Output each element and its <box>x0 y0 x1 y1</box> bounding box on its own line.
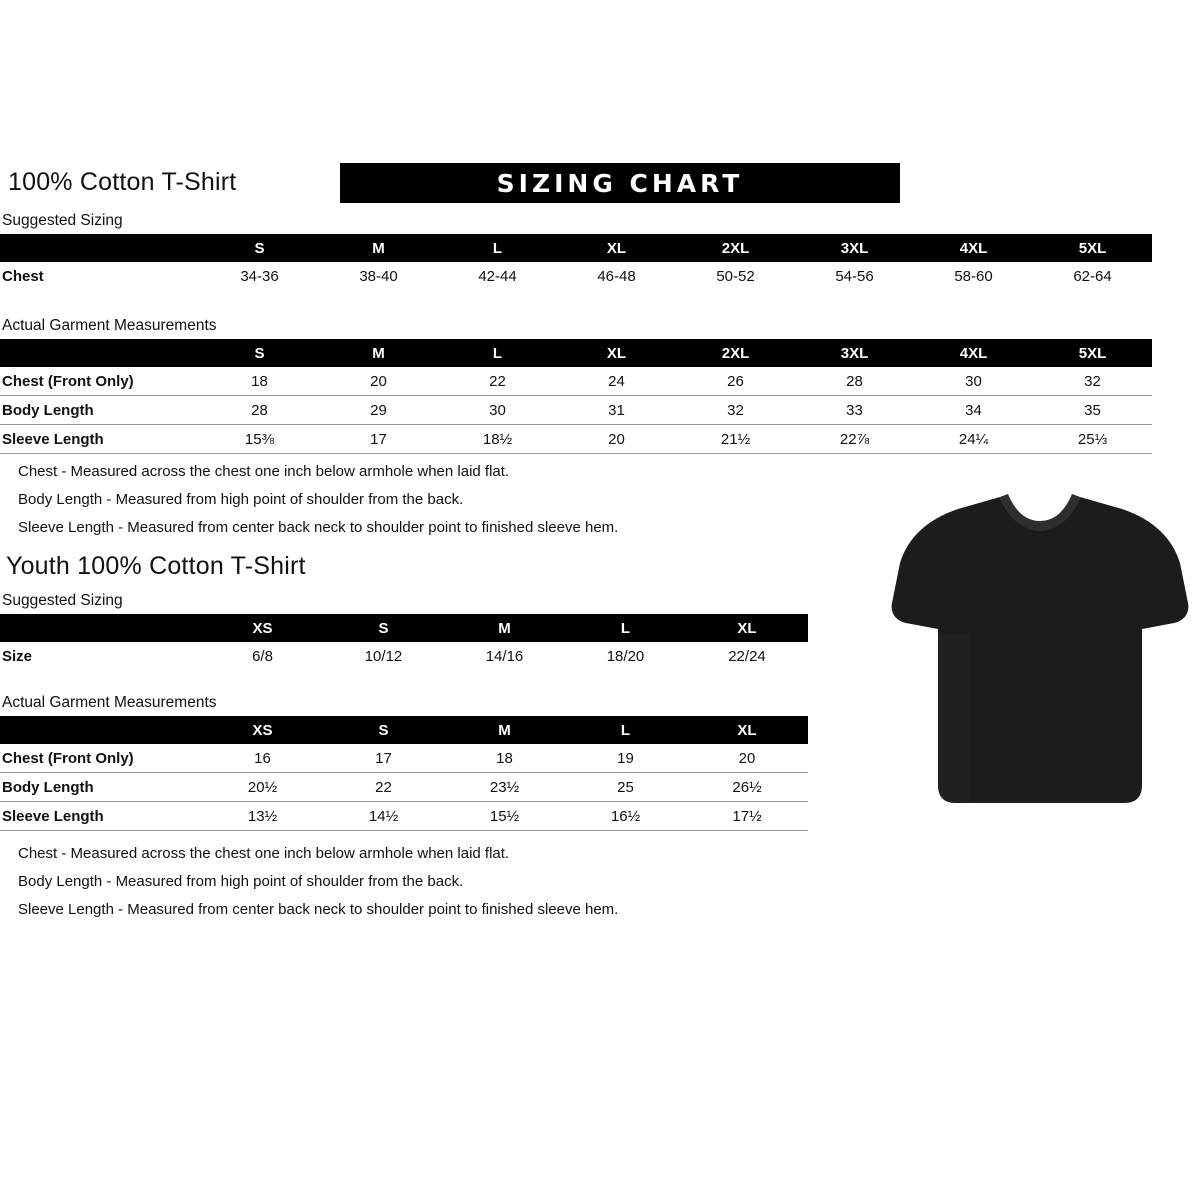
column-header: M <box>444 614 565 642</box>
column-header: XL <box>686 716 808 744</box>
cell: 18½ <box>482 430 513 448</box>
cell: 18 <box>496 749 513 767</box>
row-label: Body Length <box>2 401 94 419</box>
cell: 17 <box>375 749 392 767</box>
column-header: XL <box>557 234 676 262</box>
cell: 20 <box>738 749 756 767</box>
youth-note-chest: Chest - Measured across the chest one inch below armhole when laid flat. <box>18 845 510 862</box>
column-header: M <box>319 339 438 367</box>
table-header-row <box>0 234 1152 262</box>
column-header: L <box>438 234 557 262</box>
youth-note-body-length: Body Length - Measured from high point of shoulder from the back. <box>18 873 464 890</box>
column-header: S <box>200 339 319 367</box>
column-header: L <box>438 339 557 367</box>
cell: 25⅓ <box>1077 430 1108 448</box>
column-header <box>0 614 202 642</box>
cell: 22/24 <box>728 647 766 665</box>
youth-actual-measurements-table <box>0 716 808 831</box>
column-header: XS <box>202 614 323 642</box>
cell: 24¼ <box>958 430 989 448</box>
column-header: 2XL <box>676 234 795 262</box>
cell: 18/20 <box>606 647 645 665</box>
cell: 22 <box>375 778 392 796</box>
tshirt-icon <box>890 485 1190 815</box>
cell: 33 <box>846 401 863 419</box>
column-header <box>0 339 200 367</box>
row-label: Chest (Front Only) <box>2 372 134 390</box>
cell: 14½ <box>368 807 399 825</box>
column-header: 2XL <box>676 339 795 367</box>
table-header-row <box>0 339 1152 367</box>
table-row <box>0 642 808 670</box>
cell: 20 <box>608 430 625 448</box>
column-header <box>0 716 202 744</box>
cell: 25 <box>617 778 634 796</box>
column-header: 4XL <box>914 339 1033 367</box>
youth-suggested-sizing-label: Suggested Sizing <box>2 592 123 609</box>
cell: 31 <box>608 401 625 419</box>
cell: 42-44 <box>478 267 517 285</box>
cell: 30 <box>489 401 506 419</box>
column-header: S <box>323 716 444 744</box>
column-header: S <box>323 614 444 642</box>
adult-suggested-sizing-table <box>0 234 1152 290</box>
column-header: 5XL <box>1033 339 1152 367</box>
youth-section-title: Youth 100% Cotton T-Shirt <box>6 552 306 580</box>
cell: 13½ <box>247 807 278 825</box>
column-header: 5XL <box>1033 234 1152 262</box>
cell: 21½ <box>720 430 751 448</box>
column-header <box>0 234 200 262</box>
cell: 34-36 <box>240 267 279 285</box>
cell: 15½ <box>489 807 520 825</box>
cell: 14/16 <box>485 647 524 665</box>
table-header-row <box>0 716 808 744</box>
column-header: L <box>565 614 686 642</box>
row-label: Chest (Front Only) <box>2 749 134 767</box>
cell: 6/8 <box>252 647 273 665</box>
youth-suggested-sizing-table <box>0 614 808 670</box>
column-header: 4XL <box>914 234 1033 262</box>
row-label: Chest <box>2 267 44 285</box>
cell: 18 <box>251 372 268 390</box>
cell: 38-40 <box>359 267 398 285</box>
cell: 46-48 <box>597 267 636 285</box>
column-header: XS <box>202 716 323 744</box>
column-header: 3XL <box>795 234 914 262</box>
cell: 16½ <box>610 807 641 825</box>
cell: 22 <box>489 372 506 390</box>
row-label: Sleeve Length <box>2 807 104 825</box>
row-label: Body Length <box>2 778 94 796</box>
column-header: XL <box>686 614 808 642</box>
adult-suggested-sizing-label: Suggested Sizing <box>2 212 123 229</box>
cell: 19 <box>617 749 634 767</box>
cell: 26 <box>727 372 744 390</box>
adult-actual-measurements-label: Actual Garment Measurements <box>2 317 217 334</box>
cell: 28 <box>846 372 863 390</box>
cell: 15⅜ <box>244 430 275 448</box>
table-row <box>0 425 1152 454</box>
column-header: M <box>444 716 565 744</box>
table-row <box>0 262 1152 290</box>
column-header: XL <box>557 339 676 367</box>
cell: 10/12 <box>364 647 403 665</box>
cell: 20 <box>370 372 387 390</box>
sizing-chart-banner-label: SIZING CHART <box>496 168 744 198</box>
cell: 22⅞ <box>839 430 870 448</box>
cell: 20½ <box>247 778 278 796</box>
adult-section-title: 100% Cotton T-Shirt <box>8 168 237 196</box>
youth-note-sleeve-length: Sleeve Length - Measured from center back neck to shoulder point to finished sleeve hem. <box>18 901 619 918</box>
row-label: Sleeve Length <box>2 430 104 448</box>
adult-actual-measurements-table <box>0 339 1152 454</box>
column-header: 3XL <box>795 339 914 367</box>
cell: 16 <box>254 749 271 767</box>
cell: 30 <box>965 372 982 390</box>
cell: 17 <box>370 430 387 448</box>
cell: 24 <box>608 372 625 390</box>
table-row <box>0 802 808 831</box>
cell: 58-60 <box>954 267 993 285</box>
table-row <box>0 773 808 802</box>
cell: 17½ <box>732 807 762 825</box>
cell: 28 <box>251 401 268 419</box>
cell: 32 <box>727 401 744 419</box>
cell: 50-52 <box>716 267 755 285</box>
cell: 29 <box>370 401 387 419</box>
adult-note-body-length: Body Length - Measured from high point of shoulder from the back. <box>18 491 464 508</box>
cell: 54-56 <box>835 267 874 285</box>
table-row <box>0 744 808 773</box>
youth-actual-measurements-label: Actual Garment Measurements <box>2 694 217 711</box>
table-row <box>0 367 1152 396</box>
adult-note-chest: Chest - Measured across the chest one inch below armhole when laid flat. <box>18 463 510 480</box>
sizing-chart-banner <box>340 163 900 203</box>
table-header-row <box>0 614 808 642</box>
column-header: L <box>565 716 686 744</box>
cell: 34 <box>965 401 982 419</box>
column-header: S <box>200 234 319 262</box>
column-header: M <box>319 234 438 262</box>
cell: 26½ <box>732 778 762 796</box>
adult-note-sleeve-length: Sleeve Length - Measured from center back neck to shoulder point to finished sleeve hem. <box>18 519 619 536</box>
cell: 32 <box>1084 372 1101 390</box>
cell: 35 <box>1084 401 1101 419</box>
cell: 23½ <box>489 778 520 796</box>
table-row <box>0 396 1152 425</box>
row-label: Size <box>2 647 33 665</box>
cell: 62-64 <box>1073 267 1112 285</box>
